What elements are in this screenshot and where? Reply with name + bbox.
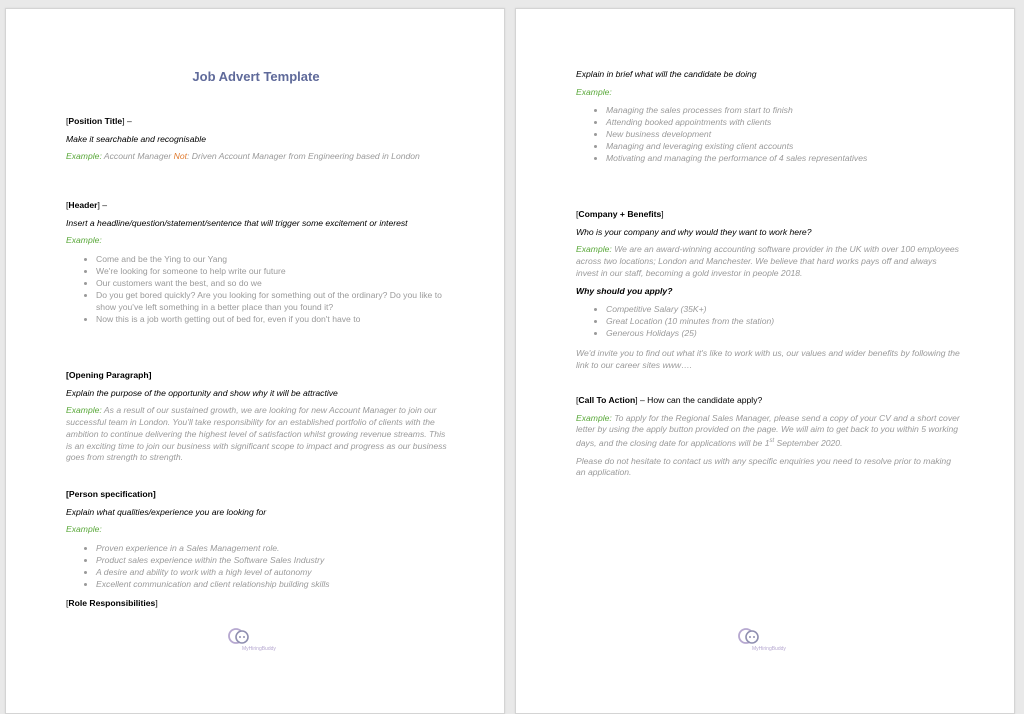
logo-text: MyHiringBuddy	[242, 646, 276, 652]
person-spec-example-label: Example:	[66, 524, 102, 535]
list-item: • A desire and ability to work with a high level of autonomy	[96, 566, 451, 578]
list-item: • Motivating and managing the performance of 4 sales representatives	[606, 152, 961, 164]
header-example-label: Example:	[66, 235, 102, 246]
list-item: • Product sales experience within the Software Sales Industry	[96, 554, 451, 566]
person-spec-instruction: Explain what qualities/experience you are looking for	[66, 506, 267, 517]
list-item: • Attending booked appointments with clients	[606, 116, 961, 128]
header-instruction: Insert a headline/question/statement/sentence that will trigger some excitement or interest	[66, 217, 408, 228]
role-responsibilities-section	[576, 69, 961, 164]
list-item: • Generous Holidays (25)	[606, 327, 961, 339]
company-example: Example: We are an award-winning accounting software provider in the UK with over 100 employees across two locations; London and Manchester. We believe that hard works pays off and always invest in our staff, becoming a gold investor in people 2018.	[576, 244, 959, 278]
document-page-2	[515, 8, 1015, 714]
role-example-label: Example:	[576, 86, 612, 97]
opening-paragraph-instruction: Explain the purpose of the opportunity and show why it will be attractive	[66, 387, 338, 398]
list-item: • Great Location (10 minutes from the station)	[606, 315, 961, 327]
chat-bubble-logo-icon	[228, 627, 250, 647]
why-apply-heading: Why should you apply?	[576, 285, 673, 296]
list-item: • Competitive Salary (35K+)	[606, 303, 961, 315]
person-spec-section	[66, 489, 451, 590]
company-instruction: Who is your company and why would they want to work here?	[576, 226, 812, 237]
position-title-heading: [Position Title] –	[66, 116, 132, 126]
company-logo	[228, 627, 298, 657]
call-to-action-heading: [Call To Action] – How can the candidate apply?	[576, 395, 763, 405]
benefits-list	[576, 303, 961, 339]
logo-text: MyHiringBuddy	[752, 646, 786, 652]
list-item: • Excellent communication and client relationship building skills	[96, 578, 451, 590]
list-item: • Proven experience in a Sales Management role.	[96, 542, 451, 554]
position-title-section	[66, 116, 451, 163]
list-item: • Managing the sales processes from start to finish	[606, 104, 961, 116]
role-instruction: Explain in brief what will the candidate be doing	[576, 69, 757, 79]
list-item: • New business development	[606, 128, 961, 140]
position-title-instruction: Make it searchable and recognisable	[66, 133, 206, 144]
list-item: • Managing and leveraging existing client accounts	[606, 140, 961, 152]
list-item: • Do you get bored quickly? Are you looking for something out of the ordinary? Do you like to show you've left something in a better place than you found it?	[96, 289, 451, 313]
page-title: Job Advert Template	[192, 69, 320, 84]
opening-paragraph-example: Example: As a result of our sustained growth, we are looking for new Account Manager to join our successful team in London. You'll take responsibility for an established portfolio of clients with the ambition to continue delivering the highest level of satisfaction whilst growing revenue streams. This is an exciting time to join our business with significant scope to impact and progress as our business goes from strength to strength.	[66, 405, 447, 463]
opening-paragraph-heading: [Opening Paragraph]	[66, 370, 152, 380]
header-heading: [Header] –	[66, 200, 108, 210]
chat-bubble-logo-icon	[738, 627, 760, 647]
document-page-1	[5, 8, 505, 714]
company-logo	[738, 627, 808, 657]
list-item: • Now this is a job worth getting out of bed for, even if you don't have to	[96, 313, 451, 325]
role-example-list	[576, 104, 961, 164]
company-benefits-heading: [Company + Benefits]	[576, 209, 664, 219]
person-spec-list	[66, 542, 451, 590]
enquiries-note: Please do not hesitate to contact us with any specific enquiries you need to resolve prior to making an application.	[576, 455, 951, 478]
list-item: • We're looking for someone to help write our future	[96, 265, 451, 277]
person-spec-heading: [Person specification]	[66, 489, 156, 499]
header-example-list	[66, 253, 451, 325]
opening-paragraph-section	[66, 370, 451, 464]
call-to-action-section	[576, 395, 961, 479]
role-responsibilities-heading: [Role Responsibilities]	[66, 598, 158, 608]
list-item: • Our customers want the best, and so do we	[96, 277, 451, 289]
career-site-invite: We'd invite you to find out what it's like to work with us, our values and wider benefits by following the link to our career sites www….	[576, 348, 960, 370]
position-title-example: Example: Account Manager Not: Driven Account Manager from Engineering based in London	[66, 151, 420, 162]
list-item: • Come and be the Ying to our Yang	[96, 253, 451, 265]
company-benefits-section	[576, 209, 961, 372]
call-to-action-example: Example: To apply for the Regional Sales Manager, please send a copy of your CV and a short cover letter by using the apply button provided on the page. We will aim to get back to you within 5 working days, and the closing date for applications will be 1st September 2020.	[576, 412, 960, 448]
header-section	[66, 200, 451, 325]
